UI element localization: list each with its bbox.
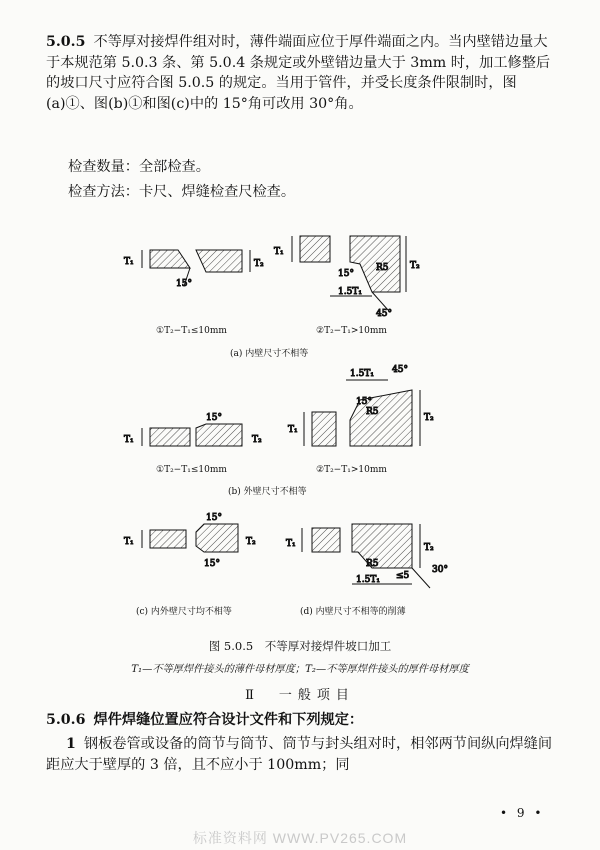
diagram-b2 [288,365,434,446]
diagram-b1 [124,413,262,446]
caption-d: (d) 内壁尺寸不相等的削薄 [300,607,406,617]
angle-label: 15° [356,397,372,407]
diagram-a2 [274,236,420,319]
radius-label: R5 [376,263,389,273]
dim-t1-label: T₁ [288,425,298,435]
thin-plate [150,428,190,446]
section-number: 5.0.6 [46,712,86,728]
dim-t2-label: T₂ [424,543,434,553]
caption-b: (b) 外壁尺寸不相等 [228,487,307,497]
dim-t1-label: T₁ [124,257,134,267]
dim-t2-label: T₂ [252,435,262,445]
length-label: 1.5T₁ [338,287,362,297]
angle-label: 15° [206,413,222,423]
caption-a: (a) 内壁尺寸不相等 [230,349,309,359]
dim-t2-label: T₂ [410,261,420,271]
watermark: 标准资料网 WWW.PV265.COM [192,830,408,846]
label-b1: ①T₂−T₁≤10mm [156,465,227,475]
subheading: Ⅱ 一般项目 [245,688,355,703]
thin-plate [300,236,330,262]
section-5-0-6 [46,710,556,731]
dim-t1-label: T₁ [124,435,134,445]
label-a1: ①T₂−T₁≤10mm [156,326,227,336]
label-b2: ②T₂−T₁>10mm [316,465,387,475]
dim-t1-label: T₁ [274,247,284,257]
section-number: 5.0.5 [46,34,86,50]
thin-plate [150,530,186,548]
section-text: 不等厚对接焊件组对时，薄件端面应位于厚件端面之内。当内壁错边量大于本规范第 5.0.3 条、第 5.0.4 条规定或外壁错边量大于 3mm 时，加工修整后的坡口尺寸应符合图 5.0.5 的规定。当用于管件，并受长度条件限制时，图(a)①、图(b)①和图(c)中的 15°角可改用 30°角。 [46,34,551,112]
angle-label: 15° [176,279,192,289]
diagram-d [286,524,448,588]
thick-plate [196,250,242,272]
thin-plate [312,528,340,552]
angle-label: 15° [338,269,354,279]
dim-t2-label: T₂ [424,413,434,423]
figure-note: T₁—不等厚焊件接头的薄件母材厚度；T₂—不等厚焊件接头的厚件母材厚度 [131,664,469,675]
angle-top-label: 15° [206,513,222,523]
dim-t1-label: T₁ [124,537,134,547]
dim-t1-label: T₁ [286,539,296,549]
page-number: • 9 • [500,806,545,820]
thin-plate [150,250,190,268]
angle-30-label: 30° [432,565,448,575]
radius-label: R5 [366,407,379,417]
label-a2: ②T₂−T₁>10mm [316,326,387,336]
angle-bottom-label: 15° [204,559,220,569]
caption-c: (c) 内外壁尺寸均不相等 [136,607,232,617]
radius-label: R5 [366,559,379,569]
check-method: 检查方法：卡尺、焊缝检查尺检查。 [68,184,296,200]
check-quantity: 检查数量：全部检查。 [68,159,210,175]
thin-plate [312,412,336,446]
section-text: 焊件焊缝位置应符合设计文件和下列规定： [93,712,364,728]
diagram-c [124,513,256,569]
length-label: 1.5T₁ [350,369,374,379]
thick-plate [196,424,242,446]
dim-t2-label: T₂ [246,537,256,547]
thick-plate [352,524,412,568]
angle-45-label: 45° [376,309,392,319]
item-number: 1 [66,736,76,752]
thick-plate [350,236,400,292]
le5-label: ≤5 [396,571,410,581]
length-label: 1.5T₁ [356,575,380,585]
dim-t2-label: T₂ [254,259,264,269]
thick-plate [196,524,238,552]
item-text: 钢板卷管或设备的筒节与筒节、筒节与封头组对时，相邻两节间纵向焊缝间距应大于壁厚的 3 倍，且不应小于 100mm；同 [46,736,553,773]
figure-caption: 图 5.0.5 不等厚对接焊件坡口加工 [208,639,392,653]
diagram-a1 [124,250,264,289]
item-1 [46,734,556,775]
angle-45-label: 45° [392,365,408,375]
